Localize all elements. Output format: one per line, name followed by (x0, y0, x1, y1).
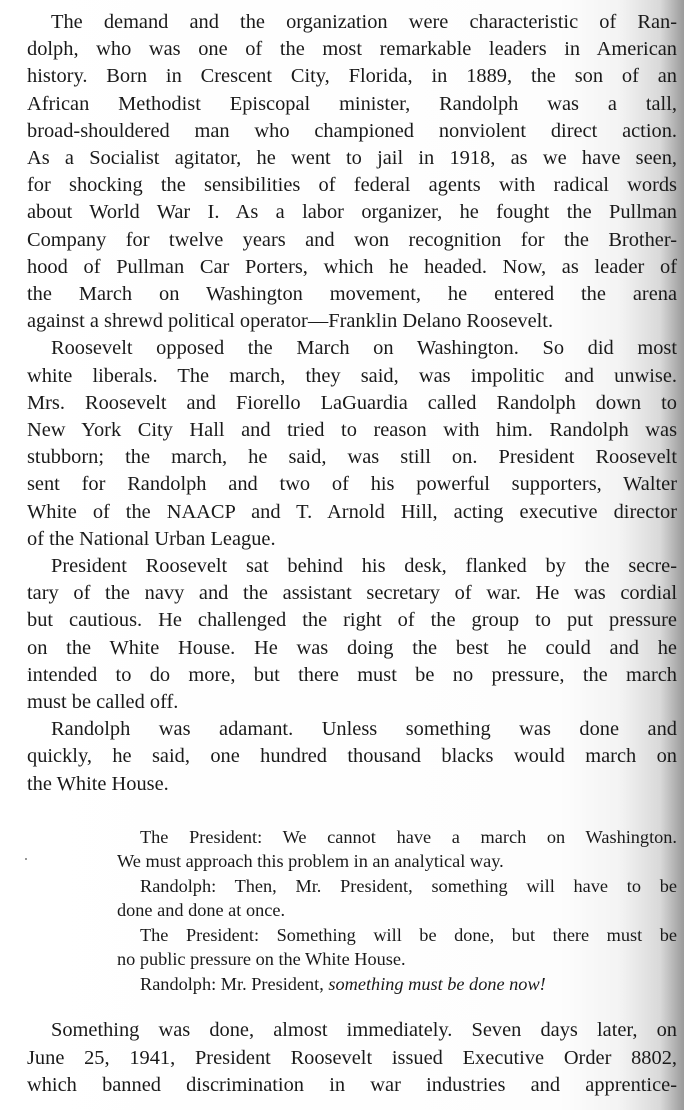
print-speck (25, 858, 27, 860)
paragraph-randolph-adamant (27, 716, 677, 798)
dialogue-line: The President: Something will be done, but there must be (140, 924, 677, 945)
dialogue-emphasis: something must be done now! (328, 973, 546, 994)
text-line: of the National Urban League. (27, 527, 276, 550)
text-line: white liberals. The march, they said, was impolitic and unwise. (27, 364, 677, 387)
dialogue-block (117, 825, 677, 997)
text-line: history. Born in Crescent City, Florida, in 1889, the son of an (27, 65, 677, 88)
text-line: hood of Pullman Car Porters, which he headed. Now, as leader of (27, 255, 677, 278)
dialogue-line: Randolph: Then, Mr. President, something will have to be (140, 875, 677, 896)
text-line: Roosevelt opposed the March on Washington. So did most (51, 337, 677, 360)
paragraph-roosevelt-opposed (27, 335, 677, 553)
dialogue-line (117, 972, 677, 997)
text-line: the White House. (27, 772, 169, 795)
text-line: Randolph was adamant. Unless something was done and (51, 718, 677, 741)
text-line: about World War I. As a labor organizer, he fought the Pullman (27, 201, 677, 224)
text-line: June 25, 1941, President Roosevelt issued Executive Order 8802, (27, 1046, 677, 1069)
text-line: for shocking the sensibilities of federal agents with radical words (27, 174, 677, 197)
text-line: the March on Washington movement, he entered the arena (27, 283, 677, 306)
text-line: Mrs. Roosevelt and Fiorello LaGuardia called Randolph down to (27, 391, 677, 414)
text-line: broad-shouldered man who championed nonviolent direct action. (27, 119, 677, 142)
text-line: As a Socialist agitator, he went to jail in 1918, as we have seen, (27, 147, 677, 170)
text-line: quickly, he said, one hundred thousand blacks would march on (27, 745, 677, 768)
text-line: Company for twelve years and won recognition for the Brother- (27, 228, 677, 251)
text-line: stubborn; the march, he said, was still on. President Roosevelt (27, 446, 677, 469)
paragraph-randolph-intro (27, 9, 677, 335)
text-line: The demand and the organization were characteristic of Ran- (51, 11, 677, 33)
text-line: must be called off. (27, 691, 179, 714)
text-line: African Methodist Episcopal minister, Randolph was a tall, (27, 92, 677, 115)
dialogue-line: no public pressure on the White House. (117, 949, 406, 970)
paragraph-president-desk (27, 553, 677, 716)
dialogue-line: The President: We cannot have a march on Washington. (140, 826, 677, 847)
text-line: dolph, who was one of the most remarkable leaders in American (27, 38, 677, 61)
text-line: New York City Hall and tried to reason with him. Randolph was (27, 419, 677, 442)
dialogue-speaker-text: Randolph: Mr. President, (140, 973, 324, 994)
text-line: tary of the navy and the assistant secretary of war. He was cordial (27, 582, 677, 605)
paragraph-executive-order (27, 1017, 677, 1099)
text-line: on the White House. He was doing the best he could and he (27, 636, 677, 659)
text-line: which banned discrimination in war industries and apprentice- (27, 1073, 677, 1096)
text-line: Something was done, almost immediately. Seven days later, on (51, 1019, 677, 1042)
dialogue-line: done and done at once. (117, 900, 286, 921)
text-column (27, 9, 677, 1099)
text-line: White of the NAACP and T. Arnold Hill, acting executive director (27, 500, 677, 523)
text-line: sent for Randolph and two of his powerful supporters, Walter (27, 473, 677, 496)
dialogue-line: We must approach this problem in an analytical way. (117, 851, 504, 872)
text-line: intended to do more, but there must be no pressure, the march (27, 663, 677, 686)
text-line: against a shrewd political operator—Franklin Delano Roosevelt. (27, 310, 554, 333)
text-line: President Roosevelt sat behind his desk, flanked by the secre- (51, 555, 677, 578)
text-line: but cautious. He challenged the right of the group to put pressure (27, 609, 677, 632)
